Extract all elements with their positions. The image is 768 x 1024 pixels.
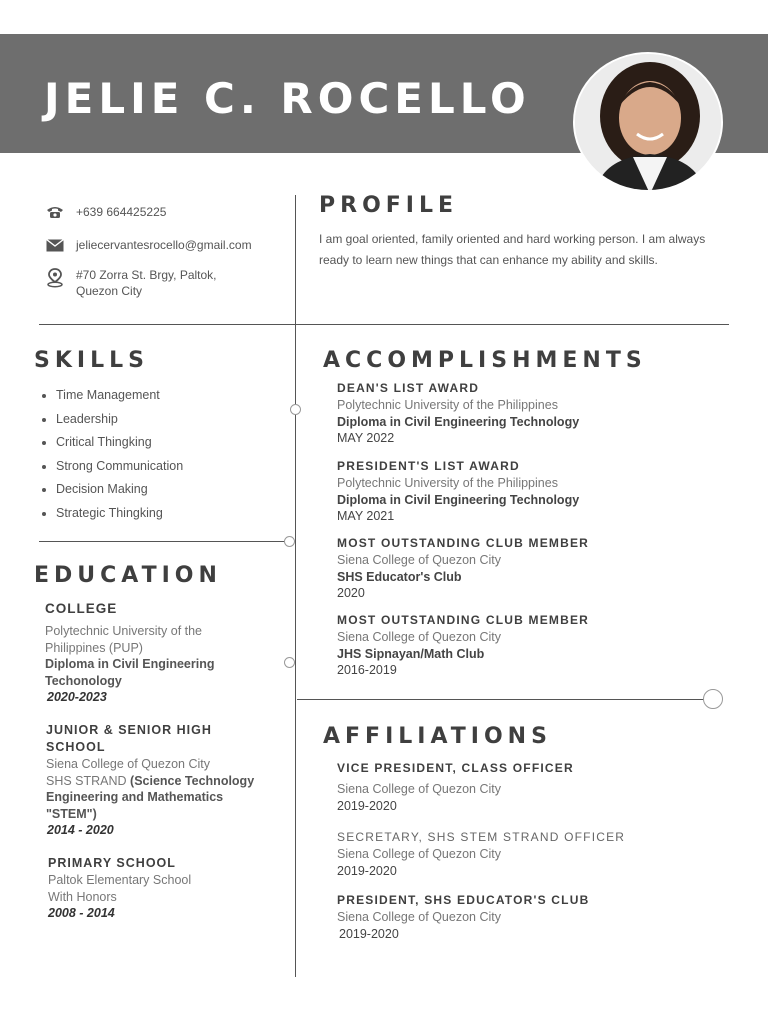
strand-line-1: (Science Technology xyxy=(130,773,255,788)
timeline-dot xyxy=(284,536,295,547)
skill-item: Strategic Thingking xyxy=(40,506,183,530)
education-high-school xyxy=(46,722,286,839)
skills-list xyxy=(40,388,183,530)
skills-heading: SKILLS xyxy=(34,348,149,373)
accomplishment-item xyxy=(337,458,579,525)
contact-address xyxy=(44,267,217,299)
accomplishment-detail: SHS Educator's Club xyxy=(337,569,462,584)
location-pin-icon xyxy=(44,267,66,289)
accomplishment-title: MOST OUTSTANDING CLUB MEMBER xyxy=(337,613,590,627)
email-address: jeliecervantesrocello@gmail.com xyxy=(76,238,252,252)
accomplishment-item xyxy=(337,380,579,447)
college-degree-line-2: Techonology xyxy=(45,673,122,688)
skill-item: Decision Making xyxy=(40,482,183,506)
divider-above-affiliations xyxy=(297,699,705,700)
accomplishment-org: Polytechnic University of the Philippines xyxy=(337,398,558,412)
accomplishment-date: 2020 xyxy=(337,586,365,600)
high-school-name: Siena College of Quezon City xyxy=(46,757,210,771)
affiliation-title: SECRETARY, SHS STEM STRAND OFFICER xyxy=(337,830,626,844)
accomplishment-date: 2016-2019 xyxy=(337,663,397,677)
accomplishment-title: DEAN'S LIST AWARD xyxy=(337,381,480,395)
high-school-title-line-2: SCHOOL xyxy=(46,740,106,754)
profile-heading: PROFILE xyxy=(319,193,459,218)
affiliation-org: Siena College of Quezon City xyxy=(337,782,501,796)
strand-line-2: Engineering and Mathematics xyxy=(46,790,224,804)
accomplishment-org: Polytechnic University of the Philippines xyxy=(337,476,558,490)
affiliation-date: 2019-2020 xyxy=(339,926,399,941)
accomplishment-org: Siena College of Quezon City xyxy=(337,630,501,644)
skill-item: Leadership xyxy=(40,412,183,436)
accomplishment-title: PRESIDENT'S LIST AWARD xyxy=(337,459,520,473)
skill-item: Critical Thingking xyxy=(40,435,183,459)
skill-item: Strong Communication xyxy=(40,459,183,483)
college-school-line-2: Philippines (PUP) xyxy=(45,640,143,655)
affiliation-item xyxy=(337,760,574,815)
education-heading: EDUCATION xyxy=(34,563,222,588)
contact-phone xyxy=(44,204,166,220)
strand-line-3: "STEM") xyxy=(46,806,97,821)
college-school-line-1: Polytechnic University of the xyxy=(45,624,203,638)
education-college xyxy=(45,600,285,706)
accomplishment-title: MOST OUTSTANDING CLUB MEMBER xyxy=(337,536,590,550)
affiliation-org: Siena College of Quezon City xyxy=(337,910,501,924)
affiliations-heading: AFFILIATIONS xyxy=(323,724,552,749)
education-primary xyxy=(48,855,288,922)
affiliation-date: 2019-2020 xyxy=(337,863,397,878)
primary-honors: With Honors xyxy=(48,889,117,904)
high-school-years: 2014 - 2020 xyxy=(47,823,114,837)
college-title: COLLEGE xyxy=(45,601,118,616)
timeline-dot xyxy=(284,657,295,668)
strand-prefix: SHS STRAND xyxy=(46,773,131,788)
address-line-2: Quezon City xyxy=(76,284,143,298)
skill-item: Time Management xyxy=(40,388,183,412)
phone-number: +639 664425225 xyxy=(76,205,167,219)
high-school-title-line-1: JUNIOR & SENIOR HIGH xyxy=(46,723,212,737)
accomplishment-item xyxy=(337,612,589,679)
divider-under-skills xyxy=(39,541,289,542)
contact-email xyxy=(44,237,252,253)
address-line-1: #70 Zorra St. Brgy, Paltok, xyxy=(76,268,217,282)
accomplishments-heading: ACCOMPLISHMENTS xyxy=(323,348,647,373)
timeline-dot-large xyxy=(703,689,723,709)
accomplishment-detail: JHS Sipnayan/Math Club xyxy=(337,646,485,661)
accomplishment-detail: Diploma in Civil Engineering Technology xyxy=(337,492,580,507)
profile-text: I am goal oriented, family oriented and hard working person. I am always ready to learn new things that can enhance my ability and skills. xyxy=(319,232,706,267)
candidate-name: JELIE C. ROCELLO xyxy=(44,74,531,123)
affiliation-org: Siena College of Quezon City xyxy=(337,847,501,861)
college-years: 2020-2023 xyxy=(47,690,107,704)
timeline-dot xyxy=(290,404,301,415)
accomplishment-detail: Diploma in Civil Engineering Technology xyxy=(337,414,580,429)
accomplishment-org: Siena College of Quezon City xyxy=(337,553,501,567)
affiliation-item xyxy=(337,892,589,943)
affiliation-item xyxy=(337,829,625,880)
affiliation-date: 2019-2020 xyxy=(337,798,397,813)
affiliation-title: VICE PRESIDENT, CLASS OFFICER xyxy=(337,761,574,775)
accomplishment-item xyxy=(337,535,589,602)
vertical-divider xyxy=(295,195,296,977)
college-degree-line-1: Diploma in Civil Engineering xyxy=(45,657,215,671)
primary-school-name: Paltok Elementary School xyxy=(48,873,192,887)
phone-icon xyxy=(44,204,66,220)
affiliation-title: PRESIDENT, SHS EDUCATOR'S CLUB xyxy=(337,893,590,907)
accomplishment-date: MAY 2022 xyxy=(337,431,395,445)
profile-photo-illustration xyxy=(575,54,723,192)
divider-under-profile xyxy=(39,324,729,325)
envelope-icon xyxy=(44,237,66,253)
primary-title: PRIMARY SCHOOL xyxy=(48,856,176,870)
primary-years: 2008 - 2014 xyxy=(48,906,115,920)
profile-photo xyxy=(573,52,723,192)
accomplishment-date: MAY 2021 xyxy=(337,509,395,523)
